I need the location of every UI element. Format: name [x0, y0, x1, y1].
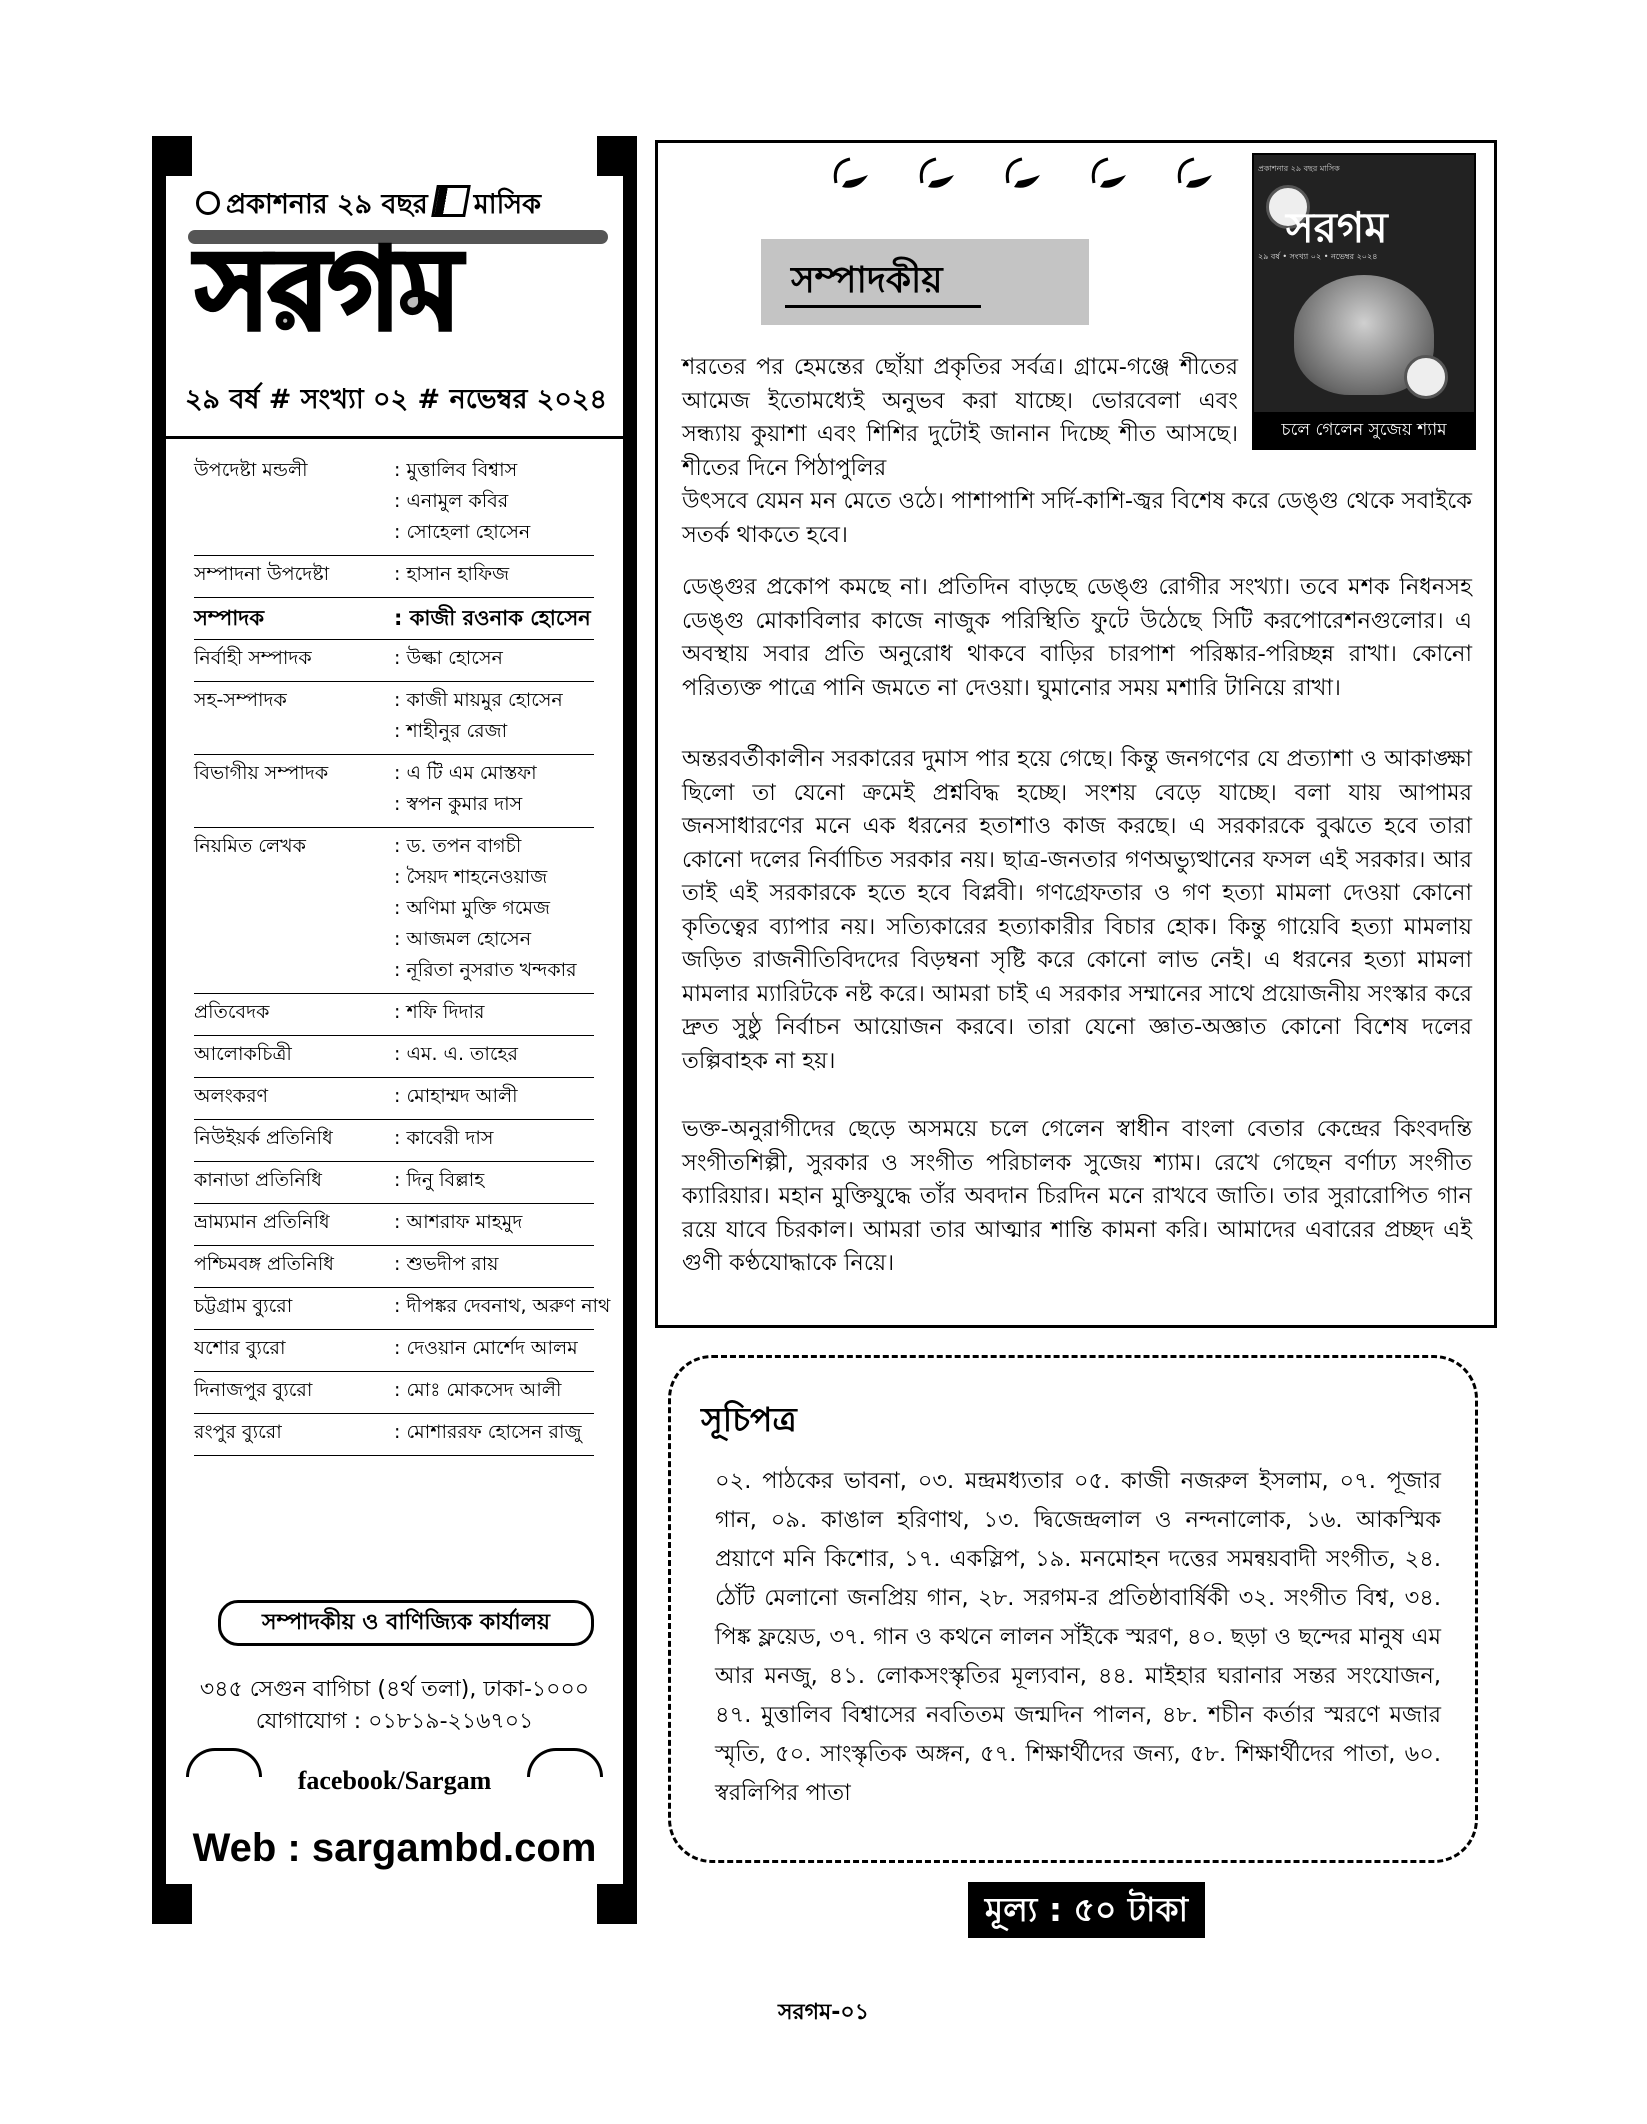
facebook-link[interactable]: facebook/Sargam — [297, 1766, 492, 1795]
staff-role: আলোকচিত্রী — [194, 1043, 292, 1065]
staff-names — [394, 1040, 518, 1071]
staff-name: : আজমল হোসেন — [394, 928, 532, 950]
staff-name: : হাসান হাফিজ — [394, 563, 510, 585]
quill-icon — [828, 153, 876, 193]
cover-thumbnail — [1252, 153, 1476, 450]
staff-role: বিভাগীয় সম্পাদক — [194, 762, 329, 784]
editorial-paragraph: ডেঙ্গুর প্রকোপ কমছে না। প্রতিদিন বাড়ছে ডেঙ্গু রোগীর সংখ্যা। তবে মশক নিধনসহ ডেঙ্গু মোকাবিলার কাজে নাজুক পরিস্থিতি ফুটে উঠেছে সিটি করপোরেশনগুলোর। এ অবস্থায় সবার প্রতি অনুরোধ থাকবে বাড়ির চারপাশ পরিষ্কার-পরিচ্ছন্ন রাখা। কোনো পরিত্যক্ত পাত্রে পানি জমতে না দেওয়া। ঘুমানোর সময় মশারি টানিয়ে রাখা। — [682, 574, 1472, 701]
staff-name: : শুভদীপ রায় — [394, 1253, 499, 1275]
staff-names — [394, 456, 530, 549]
tagline-years: প্রকাশনার ২৯ বছর — [226, 189, 428, 220]
staff-role: রংপুর ব্যুরো — [194, 1421, 282, 1443]
editorial-paragraph: ভক্ত-অনুরাগীদের ছেড়ে অসময়ে চলে গেলেন স্বাধীন বাংলা বেতার কেন্দ্রের কিংবদন্তি সংগীতশিল্পী, সুরকার ও সংগীত পরিচালক সুজেয় শ্যাম। রেখে গেছেন বর্ণাঢ্য সংগীত ক্যারিয়ার। মহান মুক্তিযুদ্ধে তাঁর অবদান চিরদিন মনে রাখবে জাতি। তার সুরারোপিত গান রয়ে যাবে চিরকাল। আমরা তার আত্মার শান্তি কামনা করি। আমাদের এবারের প্রচ্ছদ এই গুণী কণ্ঠযোদ্ধাকে নিয়ে। — [682, 1116, 1472, 1276]
staff-row — [194, 1330, 594, 1372]
staff-row — [194, 1246, 594, 1288]
editorial-heading-box — [761, 239, 1089, 325]
staff-row — [194, 1120, 594, 1162]
staff-row — [194, 828, 594, 994]
tagline-monthly: মাসিক — [473, 189, 542, 220]
staff-names — [394, 998, 484, 1029]
staff-row — [194, 452, 594, 556]
staff-role: দিনাজপুর ব্যুরো — [194, 1379, 313, 1401]
staff-name: : মোশাররফ হোসেন রাজু — [394, 1421, 582, 1443]
staff-role: সহ-সম্পাদক — [194, 689, 287, 711]
staff-name: : স্বপন কুমার দাস — [394, 793, 523, 815]
staff-role: কানাডা প্রতিনিধি — [194, 1169, 322, 1191]
office-address: ৩৪৫ সেগুন বাগিচা (৪র্থ তলা), ঢাকা-১০০০ — [199, 1677, 590, 1702]
office-block — [182, 1594, 607, 1864]
staff-names — [394, 1418, 582, 1449]
staff-names — [394, 1334, 578, 1365]
cover-tagline: প্রকাশনার ২৯ বছর মাসিক — [1258, 164, 1340, 173]
staff-role: উপদেষ্টা মন্ডলী — [194, 459, 308, 481]
staff-list — [194, 452, 611, 1456]
cover-caption: চলে গেলেন সুজেয় শ্যাম — [1254, 412, 1474, 448]
editorial-paragraph: উৎসবে যেমন মন মেতে ওঠে। পাশাপাশি সর্দি-কাশি-জ্বর বিশেষ করে ডেঙ্গু থেকে সবাইকে সতর্ক থাকতে হবে। — [682, 488, 1472, 548]
divider — [166, 436, 623, 439]
magazine-logo — [188, 218, 608, 355]
staff-names — [394, 1166, 484, 1197]
corner-ornament — [152, 1884, 192, 1924]
staff-name: : অণিমা মুক্তি গমেজ — [394, 897, 551, 919]
staff-name: : মুত্তালিব বিশ্বাস — [394, 459, 518, 481]
staff-name: : দিনু বিল্লাহ — [394, 1169, 485, 1191]
quill-icon — [1172, 153, 1220, 193]
staff-row — [194, 1078, 594, 1120]
corner-ornament — [597, 1884, 637, 1924]
staff-name: : এ টি এম মোস্তফা — [394, 762, 537, 784]
staff-name: : সোহেলা হোসেন — [394, 521, 531, 543]
staff-name: : কাবেরী দাস — [394, 1127, 494, 1149]
staff-row — [194, 556, 594, 598]
staff-name: : এম. এ. তাহের — [394, 1043, 518, 1065]
staff-row — [194, 755, 594, 828]
staff-names — [394, 759, 537, 821]
office-phone: যোগাযোগ : ০১৮১৯-২১৬৭০১ — [255, 1709, 534, 1734]
staff-names — [394, 1082, 518, 1113]
quill-icon — [1086, 153, 1134, 193]
staff-row — [194, 1288, 611, 1330]
issue-line: ২৯ বর্ষ # সংখ্যা ০২ # নভেম্বর ২০২৪ — [184, 384, 608, 415]
staff-name: : শফি দিদার — [394, 1001, 485, 1023]
quill-ornaments — [828, 153, 1248, 203]
staff-name: : কাজী রওনাক হোসেন — [394, 606, 591, 630]
staff-role: ভ্রাম্যমান প্রতিনিধি — [194, 1211, 330, 1233]
staff-role: যশোর ব্যুরো — [194, 1337, 286, 1359]
staff-name: : দেওয়ান মোর্শেদ আলম — [394, 1337, 578, 1359]
contents-list: ০২. পাঠকের ভাবনা, ০৩. মন্দ্রমধ্যতার ০৫. কাজী নজরুল ইসলাম, ০৭. পূজার গান, ০৯. কাঙাল হরিণাথ, ১৩. দ্বিজেন্দ্রলাল ও নন্দনালোক, ১৬. আকস্মিক প্রয়াণে মনি কিশোর, ১৭. একস্লিপ, ১৯. মনমোহন দত্তের সমন্বয়বাদী সংগীত, ২৪. ঠোঁট মেলানো জনপ্রিয় গান, ২৮. সরগম-র প্রতিষ্ঠাবার্ষিকী ৩২. সংগীত বিশ্ব, ৩৪. পিঙ্ক ফ্লয়েড, ৩৭. গান ও কথনে লালন সাঁইকে স্মরণ, ৪০. ছড়া ও ছন্দের মানুষ এম আর মনজু, ৪১. লোকসংস্কৃতির মূল্যবান, ৪৪. মাইহার ঘরানার সন্তর সংযোজন, ৪৭. মুত্তালিব বিশ্বাসের নবতিতম জন্মদিন পালন, ৪৮. শচীন কর্তার স্মরণে মজার স্মৃতি, ৫০. সাংস্কৃতিক অঙ্গন, ৫৭. শিক্ষার্থীদের জন্য, ৫৮. শিক্ষার্থীদের পাতা, ৬০. স্বরলিপির পাতা — [715, 1468, 1441, 1806]
staff-row — [194, 1204, 594, 1246]
staff-names — [394, 686, 563, 748]
staff-names — [394, 832, 577, 987]
staff-name: : মোঃ মোকসেদ আলী — [394, 1379, 562, 1401]
staff-name: : শাহীনুর রেজা — [394, 720, 508, 742]
editorial-paragraph: শরতের পর হেমন্তের ছোঁয়া প্রকৃতির সর্বত্র। গ্রামে-গঞ্জে শীতের আমেজ ইতোমধ্যেই অনুভব করা যাচ্ছে। ভোরবেলা এবং সন্ধ্যায় কুয়াশা এবং শিশির দুটোই জানান দিচ্ছে শীত আসছে। শীতের দিনে পিঠাপুলির — [682, 354, 1238, 481]
contents-box — [668, 1355, 1478, 1863]
editorial-paragraph: অন্তরবর্তীকালীন সরকারের দুমাস পার হয়ে গেছে। কিন্তু জনগণের যে প্রত্যাশা ও আকাঙ্ক্ষা ছিলো তা যেনো ক্রমেই প্রশ্নবিদ্ধ হচ্ছে। সংশয় বেড়ে যাচ্ছে। বলা যায় আপামর জনসাধারণের মনে এক ধরনের হতাশাও কাজ করছে। এ সরকারকে বুঝতে হবে তারা কোনো দলের নির্বাচিত সরকার নয়। ছাত্র-জনতার গণঅভ্যুত্থানের ফসল এই সরকার। আর তাই এই সরকারকে হতে হবে বিপ্লবী। গণগ্রেফতার ও গণ হত্যা মামলা দেওয়া কোনো কৃতিত্বের ব্যাপার নয়। সত্যিকারের হত্যাকারীর বিচার হোক। কিন্তু গায়েবি হত্যা মামলায় জড়িত রাজনীতিবিদদের বিড়ম্বনা সৃষ্টি করে কোনো লাভ নেই। এ ধরনের হত্যা মামলা মামলার ম্যারিটকে নষ্ট করে। আমরা চাই এ সরকার সম্মানের সাথে প্রয়োজনীয় সংস্কার করে দ্রুত সুষ্ঠু নির্বাচন আয়োজন করবে। তারা যেনো জ্ঞাত-অজ্ঞাত কোনো বিশেষ দলের তল্পিবাহক না হয়। — [682, 746, 1472, 1074]
staff-role: সম্পাদনা উপদেষ্টা — [194, 563, 330, 585]
staff-row — [194, 1162, 594, 1204]
staff-name: : সৈয়দ শাহনেওয়াজ — [394, 866, 548, 888]
page-number: সরগম-০১ — [778, 2000, 869, 2025]
website-link[interactable]: Web : sargambd.com — [192, 1826, 597, 1870]
staff-names — [394, 1250, 498, 1281]
staff-names — [394, 1124, 493, 1155]
staff-names — [394, 1208, 522, 1239]
staff-row — [194, 1414, 594, 1456]
staff-name: : উল্কা হোসেন — [394, 647, 503, 669]
staff-role: নির্বাহী সম্পাদক — [194, 647, 312, 669]
staff-name: : দীপঙ্কর দেবনাথ, অরুণ নাথ — [394, 1295, 611, 1317]
contents-heading: সূচিপত্র — [701, 1400, 797, 1439]
cover-meta: ২৯ বর্ষ • সংখ্যা ০২ • নভেম্বর ২০২৪ — [1258, 252, 1378, 261]
staff-names — [394, 560, 509, 591]
editorial-box — [655, 140, 1497, 1328]
staff-role: নিউইয়র্ক প্রতিনিধি — [194, 1127, 333, 1149]
quill-icon — [1000, 153, 1048, 193]
staff-role: নিয়মিত লেখক — [194, 835, 306, 857]
staff-row — [194, 682, 594, 755]
staff-row — [194, 598, 594, 640]
price-badge: মূল্য : ৫০ টাকা — [968, 1882, 1205, 1938]
editorial-heading: সম্পাদকীয় — [791, 259, 943, 301]
flower-decoration — [1404, 355, 1448, 399]
logo-text: সরগম — [196, 224, 460, 355]
staff-role: অলংকরণ — [194, 1085, 269, 1107]
staff-names — [394, 644, 503, 675]
cover-logo: সরগম — [1286, 203, 1388, 252]
staff-name: : কাজী মায়মুর হোসেন — [394, 689, 563, 711]
staff-row — [194, 640, 594, 682]
staff-name: : নূরিতা নুসরাত খন্দকার — [394, 959, 577, 981]
staff-role: পশ্চিমবঙ্গ প্রতিনিধি — [194, 1253, 334, 1275]
masthead-column — [152, 136, 637, 1924]
staff-name: : মোহাম্মদ আলী — [394, 1085, 518, 1107]
staff-name: : এনামুল কবির — [394, 490, 509, 512]
staff-row — [194, 994, 594, 1036]
staff-name: : ড. তপন বাগচী — [394, 835, 522, 857]
corner-ornament — [597, 136, 637, 176]
staff-name: : আশরাফ মাহমুদ — [394, 1211, 523, 1233]
staff-row — [194, 1036, 594, 1078]
staff-names — [394, 1376, 561, 1407]
corner-ornament — [152, 136, 192, 176]
staff-names — [394, 1292, 610, 1323]
staff-role: চট্টগ্রাম ব্যুরো — [194, 1295, 293, 1317]
staff-role: প্রতিবেদক — [194, 1001, 270, 1023]
staff-role: সম্পাদক — [194, 606, 265, 630]
staff-names — [394, 602, 591, 633]
quill-icon — [914, 153, 962, 193]
heading-underline — [785, 305, 981, 308]
office-banner: সম্পাদকীয় ও বাণিজ্যিক কার্যালয় — [218, 1600, 594, 1646]
staff-row — [194, 1372, 594, 1414]
